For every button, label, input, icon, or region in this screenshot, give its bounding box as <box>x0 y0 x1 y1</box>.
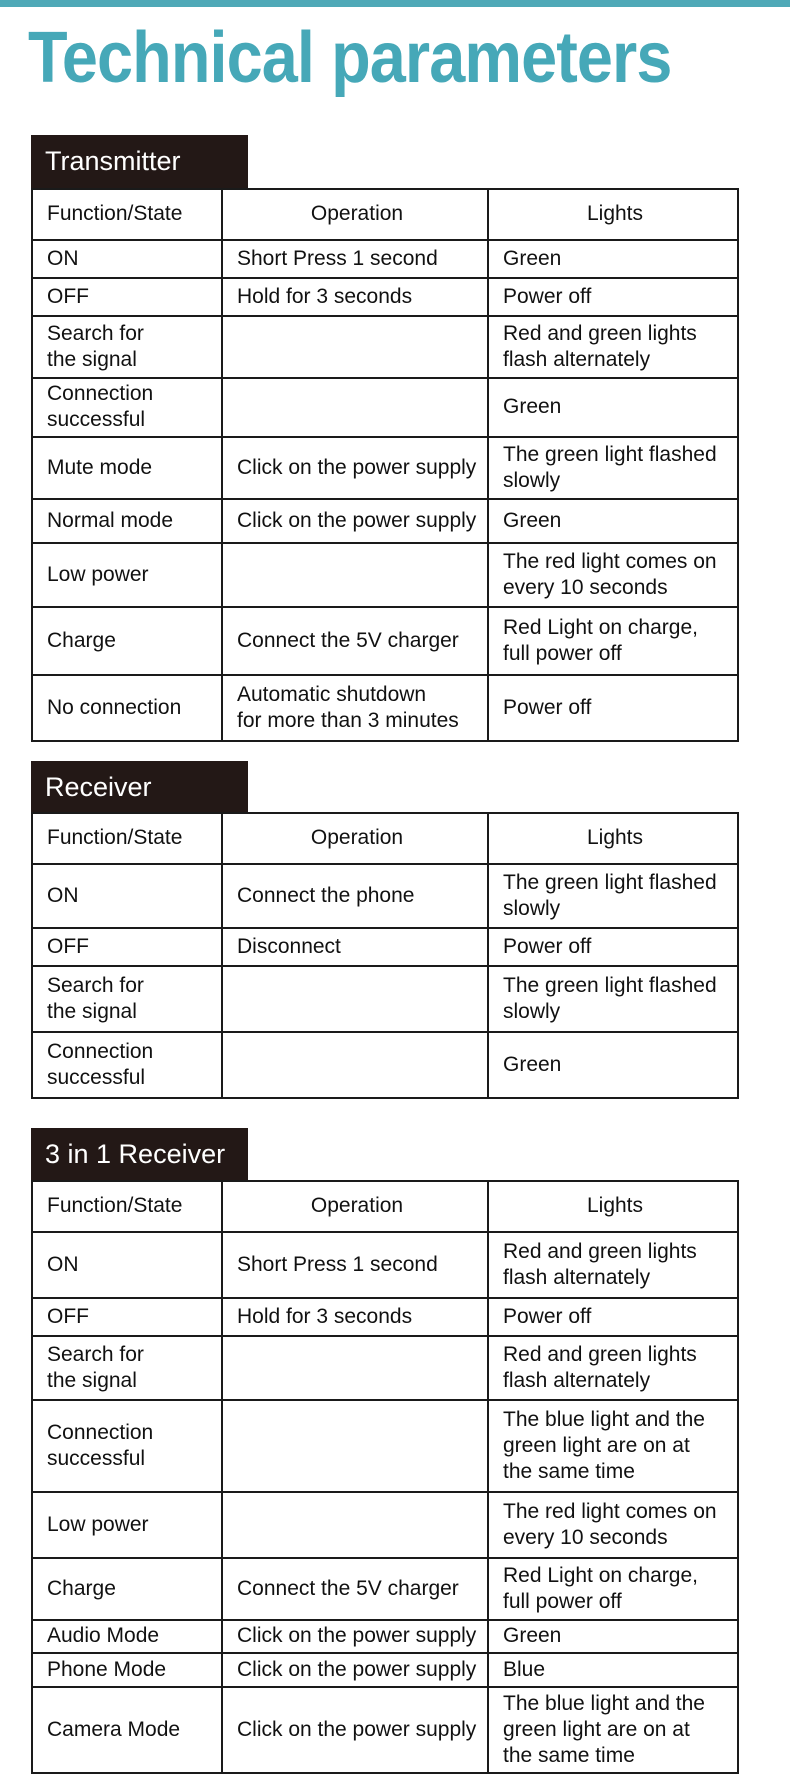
table-row <box>32 1492 738 1558</box>
table-header-row <box>32 1181 738 1232</box>
table-row <box>32 543 738 607</box>
operation-cell <box>222 543 488 607</box>
operation-cell <box>222 966 488 1032</box>
lights-cell: Red Light on charge, full power off <box>488 607 738 675</box>
lights-cell: The blue light and the green light are on at the same time <box>488 1687 738 1773</box>
function-cell: Camera Mode <box>32 1687 222 1773</box>
lights-cell: Blue <box>488 1653 738 1687</box>
operation-cell <box>222 1336 488 1400</box>
header-operation: Operation <box>222 1181 488 1232</box>
table-header-row <box>32 813 738 864</box>
table-row <box>32 1298 738 1336</box>
function-cell: Connection successful <box>32 378 222 437</box>
function-cell: No connection <box>32 675 222 741</box>
lights-cell: Power off <box>488 675 738 741</box>
function-cell: Audio Mode <box>32 1620 222 1653</box>
transmitter-table <box>31 188 739 742</box>
table-row <box>32 378 738 437</box>
table-row <box>32 1232 738 1298</box>
lights-cell: Red Light on charge, full power off <box>488 1558 738 1620</box>
section-label-transmitter: Transmitter <box>31 135 248 188</box>
lights-cell: Power off <box>488 928 738 966</box>
operation-cell: Hold for 3 seconds <box>222 278 488 316</box>
section-label-3in1-receiver: 3 in 1 Receiver <box>31 1128 248 1181</box>
operation-cell <box>222 1032 488 1098</box>
header-lights: Lights <box>488 813 738 864</box>
operation-cell: Short Press 1 second <box>222 240 488 278</box>
lights-cell: Green <box>488 1032 738 1098</box>
three-in-one-receiver-table <box>31 1180 739 1774</box>
lights-cell: Green <box>488 499 738 543</box>
lights-cell: Red and green lights flash alternately <box>488 1336 738 1400</box>
lights-cell: The green light flashed slowly <box>488 437 738 499</box>
table-row <box>32 437 738 499</box>
function-cell: ON <box>32 864 222 928</box>
operation-cell: Short Press 1 second <box>222 1232 488 1298</box>
lights-cell: The green light flashed slowly <box>488 966 738 1032</box>
table-row <box>32 1620 738 1653</box>
function-cell: Connection successful <box>32 1400 222 1492</box>
function-cell: Connection successful <box>32 1032 222 1098</box>
table-row <box>32 1558 738 1620</box>
lights-cell: The blue light and the green light are on at the same time <box>488 1400 738 1492</box>
lights-cell: Red and green lights flash alternately <box>488 316 738 378</box>
operation-cell <box>222 316 488 378</box>
function-cell: ON <box>32 1232 222 1298</box>
top-accent-bar <box>0 0 790 7</box>
operation-cell: Connect the 5V charger <box>222 1558 488 1620</box>
receiver-table <box>31 812 739 1099</box>
table-row <box>32 1653 738 1687</box>
header-lights: Lights <box>488 1181 738 1232</box>
table-row <box>32 278 738 316</box>
operation-cell <box>222 378 488 437</box>
lights-cell: Green <box>488 1620 738 1653</box>
header-function: Function/State <box>32 1181 222 1232</box>
operation-cell: Click on the power supply <box>222 1653 488 1687</box>
function-cell: OFF <box>32 928 222 966</box>
table-row <box>32 1687 738 1773</box>
function-cell: Search for the signal <box>32 966 222 1032</box>
lights-cell: Green <box>488 240 738 278</box>
operation-cell: Hold for 3 seconds <box>222 1298 488 1336</box>
table-row <box>32 240 738 278</box>
operation-cell: Connect the 5V charger <box>222 607 488 675</box>
operation-cell: Click on the power supply <box>222 1687 488 1773</box>
table-row <box>32 316 738 378</box>
table-row <box>32 1336 738 1400</box>
function-cell: OFF <box>32 1298 222 1336</box>
function-cell: Charge <box>32 607 222 675</box>
function-cell: OFF <box>32 278 222 316</box>
lights-cell: The red light comes on every 10 seconds <box>488 543 738 607</box>
lights-cell: Red and green lights flash alternately <box>488 1232 738 1298</box>
function-cell: ON <box>32 240 222 278</box>
lights-cell: Power off <box>488 278 738 316</box>
operation-cell: Click on the power supply <box>222 437 488 499</box>
table-row <box>32 499 738 543</box>
table-row <box>32 1400 738 1492</box>
lights-cell: Power off <box>488 1298 738 1336</box>
lights-cell: The red light comes on every 10 seconds <box>488 1492 738 1558</box>
lights-cell: Green <box>488 378 738 437</box>
table-row <box>32 1032 738 1098</box>
operation-cell: Click on the power supply <box>222 1620 488 1653</box>
operation-cell <box>222 1492 488 1558</box>
header-lights: Lights <box>488 189 738 240</box>
table-row <box>32 607 738 675</box>
lights-cell: The green light flashed slowly <box>488 864 738 928</box>
function-cell: Low power <box>32 543 222 607</box>
operation-cell: Disconnect <box>222 928 488 966</box>
operation-cell: Automatic shutdown for more than 3 minutes <box>222 675 488 741</box>
header-function: Function/State <box>32 189 222 240</box>
header-operation: Operation <box>222 813 488 864</box>
table-header-row <box>32 189 738 240</box>
header-function: Function/State <box>32 813 222 864</box>
table-row <box>32 928 738 966</box>
operation-cell <box>222 1400 488 1492</box>
table-row <box>32 675 738 741</box>
function-cell: Mute mode <box>32 437 222 499</box>
operation-cell: Connect the phone <box>222 864 488 928</box>
function-cell: Search for the signal <box>32 1336 222 1400</box>
table-row <box>32 966 738 1032</box>
section-label-receiver: Receiver <box>31 761 248 814</box>
table-row <box>32 864 738 928</box>
function-cell: Low power <box>32 1492 222 1558</box>
page-title: Technical parameters <box>28 18 672 98</box>
function-cell: Normal mode <box>32 499 222 543</box>
function-cell: Charge <box>32 1558 222 1620</box>
function-cell: Phone Mode <box>32 1653 222 1687</box>
function-cell: Search for the signal <box>32 316 222 378</box>
operation-cell: Click on the power supply <box>222 499 488 543</box>
header-operation: Operation <box>222 189 488 240</box>
